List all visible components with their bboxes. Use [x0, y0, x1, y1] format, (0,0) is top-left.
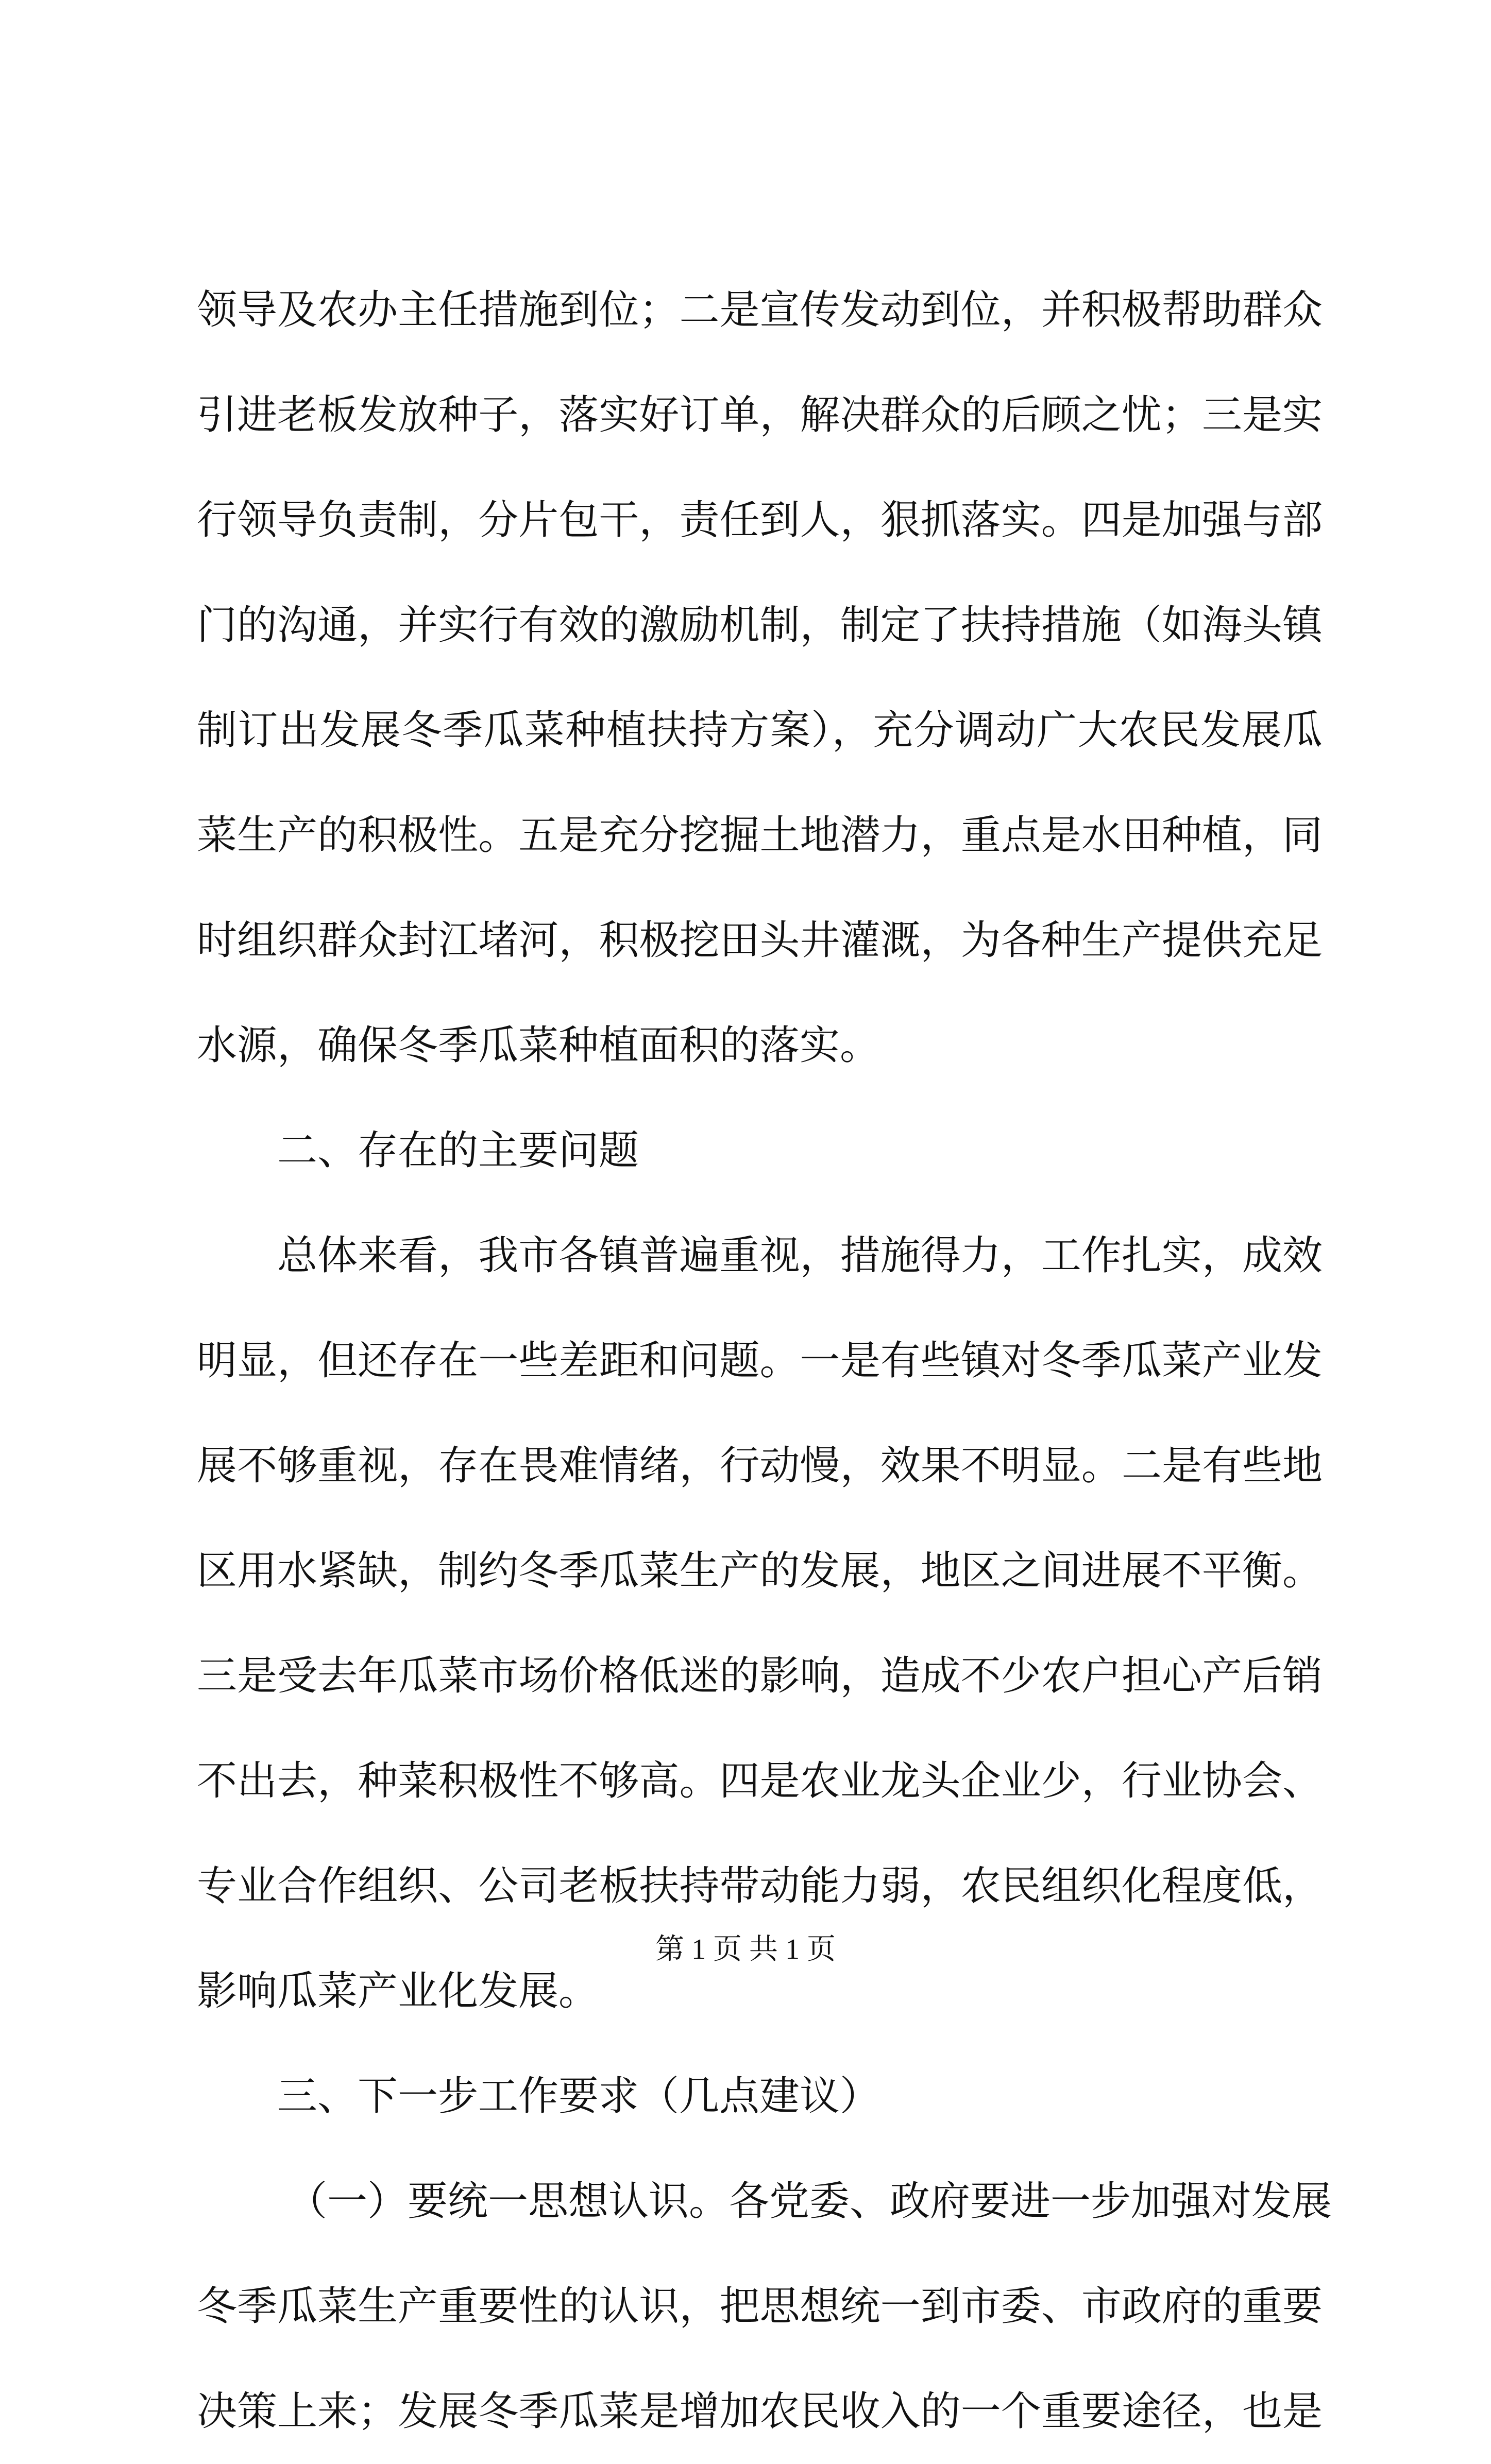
text-line: （一）要统一思想认识。各党委、政府要进一步加强对发展 [287, 2178, 1332, 2225]
text-line: 菜生产的积极性。五是充分挖掘土地潜力，重点是水田种植，同 [197, 812, 1323, 859]
text-line: 决策上来；发展冬季瓜菜是增加农民收入的一个重要途径，也是 [197, 2388, 1323, 2435]
text-line: 明显，但还存在一些差距和问题。一是有些镇对冬季瓜菜产业发 [197, 1338, 1323, 1384]
document-body [197, 258, 1332, 2464]
text-line: 展不够重视，存在畏难情绪，行动慢，效果不明显。二是有些地 [197, 1443, 1323, 1489]
text-line: 总体来看，我市各镇普遍重视，措施得力，工作扎实，成效 [277, 1233, 1323, 1279]
section-heading: 三、下一步工作要求（几点建议） [277, 2073, 880, 2119]
text-line: 不出去，种菜积极性不够高。四是农业龙头企业少，行业协会、 [197, 1758, 1323, 1804]
text-line: 门的沟通，并实行有效的激励机制，制定了扶持措施（如海头镇 [197, 602, 1323, 648]
text-line: 时组织群众封江堵河，积极挖田头井灌溉，为各种生产提供充足 [197, 917, 1323, 964]
text-line: 专业合作组织、公司老板扶持带动能力弱，农民组织化程度低， [197, 1863, 1323, 1909]
text-line: 制订出发展冬季瓜菜种植扶持方案），充分调动广大农民发展瓜 [197, 707, 1323, 754]
text-line: 行领导负责制，分片包干，责任到人，狠抓落实。四是加强与部 [197, 497, 1323, 543]
text-line: 区用水紧缺，制约冬季瓜菜生产的发展，地区之间进展不平衡。 [197, 1548, 1323, 1594]
text-line: 三是受去年瓜菜市场价格低迷的影响，造成不少农户担心产后销 [197, 1653, 1323, 1699]
text-line: 水源，确保冬季瓜菜种植面积的落实。 [197, 1022, 880, 1069]
page-number-footer: 第 1 页 共 1 页 [655, 1933, 836, 1965]
text-line: 冬季瓜菜生产重要性的认识，把思想统一到市委、市政府的重要 [197, 2283, 1323, 2330]
section-heading: 二、存在的主要问题 [277, 1127, 639, 1174]
text-line: 影响瓜菜产业化发展。 [197, 1968, 599, 2014]
text-line: 领导及农办主任措施到位；二是宣传发动到位，并积极帮助群众 [197, 287, 1323, 333]
text-line: 引进老板发放种子，落实好订单，解决群众的后顾之忧；三是实 [197, 392, 1323, 438]
